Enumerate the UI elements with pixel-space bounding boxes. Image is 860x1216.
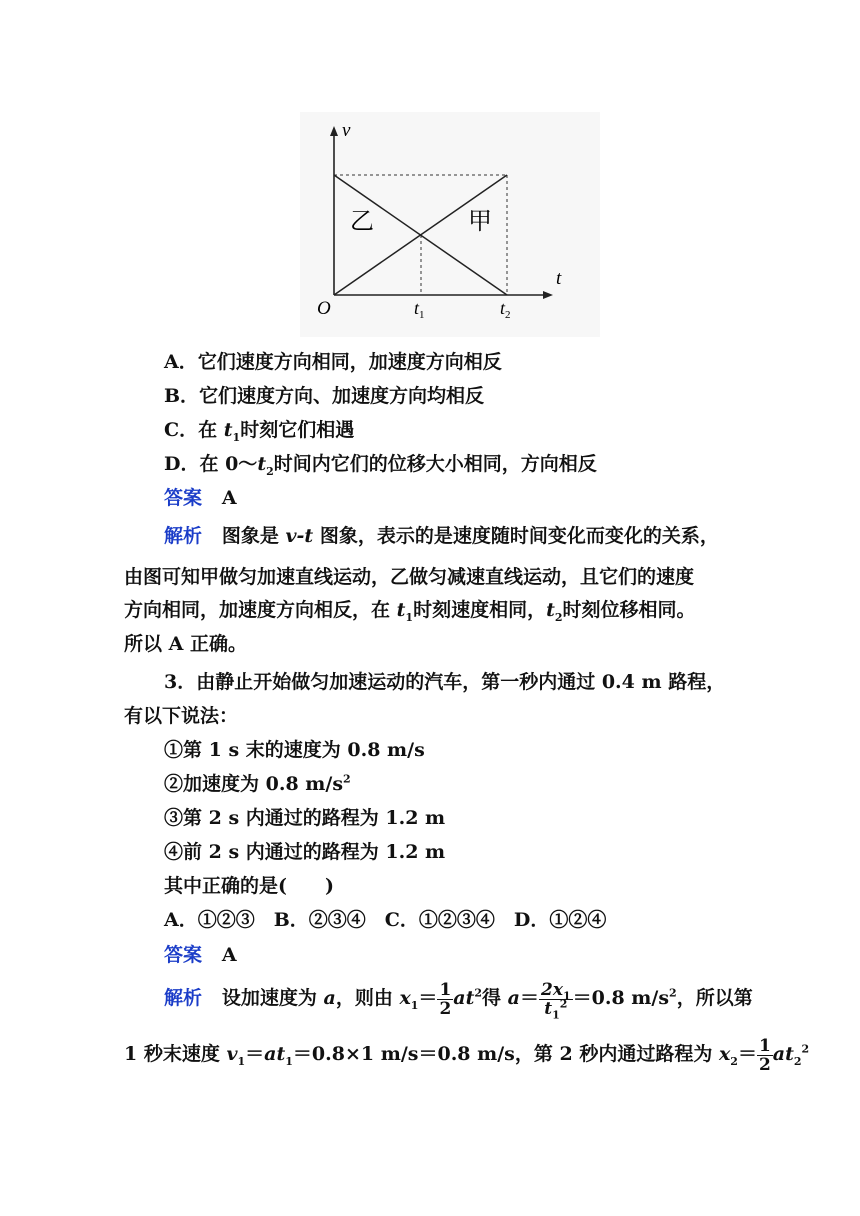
q3-stem-line1: 3．由静止开始做匀加速运动的汽车，第一秒内通过 0.4 m 路程， bbox=[164, 671, 726, 693]
q2-option-c-post: 时刻它们相遇 bbox=[240, 419, 355, 441]
q3-expl-label: 解析 bbox=[164, 987, 203, 1009]
q2-option-d-pre: D．在 0～ bbox=[164, 453, 258, 475]
q3-expl-e2-a: 1 秒末速度 bbox=[124, 1043, 227, 1065]
t1-symbol-2: $t_1$ bbox=[396, 599, 414, 624]
q2-expl-line4: 所以 A 正确。 bbox=[124, 633, 247, 655]
q2-expl-l1-post: 图象，表示的是速度随时间变化而变化的关系， bbox=[313, 525, 719, 547]
q3-expl-line1: 解析 设加速度为 a，则由 $x_1=$ $\frac{1}{2}$ $at^2$得 a＝ $\frac{2x_1}{t_1^2}$ ＝0.8 $m/s^2$，所以第 bbox=[164, 979, 753, 1021]
label-yi: 乙 bbox=[350, 209, 374, 235]
symbol-a-2: a bbox=[507, 987, 520, 1009]
q3-expl-e2-b: ＝ bbox=[245, 1043, 265, 1065]
vt-graph bbox=[300, 112, 600, 337]
q3-stem-line2: 有以下说法： bbox=[124, 705, 239, 727]
formula-x1: $x_1$ bbox=[399, 987, 419, 1012]
t1-symbol: $t_1$ bbox=[223, 419, 241, 444]
fraction-one-half-2: $\frac{1}{2}$ bbox=[758, 1035, 771, 1075]
q2-answer bbox=[164, 486, 237, 510]
fraction-2x1-over-t1sq: $\frac{2x_1}{t_1^2}$ bbox=[540, 979, 571, 1021]
figure-background bbox=[300, 112, 600, 337]
t2-symbol-2: $t_2$ bbox=[546, 599, 563, 624]
q2-option-c-pre: C．在 bbox=[164, 419, 224, 441]
q3-statement-2-sup: 2 bbox=[343, 772, 351, 786]
tick-label-t1: $t_1$ bbox=[414, 298, 425, 321]
t2-symbol: $t_2$ bbox=[257, 453, 274, 478]
q2-expl-vt: v-t bbox=[285, 525, 314, 547]
formula-at2-2: at bbox=[772, 1043, 794, 1065]
q3-answer-label: 答案 bbox=[164, 944, 203, 966]
q3-question: 其中正确的是( ) bbox=[164, 875, 334, 897]
q2-option-a: A．它们速度方向相同，加速度方向相反 bbox=[164, 351, 502, 373]
q3-expl-e1-b: ，则由 bbox=[335, 987, 400, 1009]
q2-expl-l3-a: 方向相同，加速度方向相反，在 bbox=[124, 599, 397, 621]
q3-statement-4: ④前 2 s 内通过的路程为 1.2 m bbox=[164, 841, 446, 863]
origin-label: O bbox=[317, 298, 331, 319]
fraction-one-half: $\frac{1}{2}$ bbox=[439, 979, 452, 1019]
q3-answer-value: A bbox=[221, 944, 237, 966]
formula-x2: $x_2$ bbox=[718, 1043, 738, 1068]
q2-option-d-post: 时间内它们的位移大小相同，方向相反 bbox=[273, 453, 597, 475]
q3-statement-2 bbox=[164, 772, 351, 796]
formula-at1: $at_1$ bbox=[264, 1043, 293, 1068]
q2-expl-l3-c: 时刻位移相同。 bbox=[562, 599, 696, 621]
q3-expl-e1-e: ，所以第 bbox=[676, 987, 753, 1009]
q2-expl-l3-b: 时刻速度相同， bbox=[413, 599, 547, 621]
q3-expl-e2-c: ＝0.8×1 m/s＝0.8 m/s，第 2 秒内通过路程为 bbox=[292, 1043, 719, 1065]
q3-expl-e1-d: ＝0.8 m/s bbox=[572, 987, 670, 1009]
symbol-a: a bbox=[323, 987, 336, 1009]
q2-expl-line2: 由图可知甲做匀加速直线运动，乙做匀减速直线运动，且它们的速度 bbox=[124, 566, 695, 588]
label-jia: 甲 bbox=[468, 209, 492, 235]
formula-at2: at bbox=[453, 987, 475, 1009]
q3-expl-e1-a: 设加速度为 bbox=[221, 987, 324, 1009]
q2-option-b: B．它们速度方向、加速度方向均相反 bbox=[164, 385, 485, 407]
q2-answer-value: A bbox=[221, 487, 237, 509]
formula-v1: $v_1$ bbox=[226, 1043, 246, 1068]
q3-statement-1: ①第 1 s 末的速度为 0.8 m/s bbox=[164, 739, 425, 761]
q3-expl-e1-c: 得 bbox=[482, 987, 508, 1009]
q2-expl-label: 解析 bbox=[164, 525, 203, 547]
q3-expl-line2: 1 秒末速度 $v_1=at_1=0.8\times 1$ m/s＝0.8 m/s，第 2 秒内通过路程为 $x_2=$ $\frac{1}{2}$ $at_2^2$ bbox=[124, 1035, 810, 1075]
axis-label-t: t bbox=[556, 268, 562, 289]
q3-options: A．①②③ B．②③④ C．①②③④ D．①②④ bbox=[164, 909, 607, 931]
q2-expl-l1-pre: 图象是 bbox=[221, 525, 286, 547]
q3-statement-3: ③第 2 s 内通过的路程为 1.2 m bbox=[164, 807, 446, 829]
q2-option-c bbox=[164, 418, 354, 442]
q2-answer-label: 答案 bbox=[164, 487, 203, 509]
q3-answer bbox=[164, 943, 237, 967]
q2-expl-line3 bbox=[124, 598, 696, 622]
q2-option-d bbox=[164, 452, 597, 476]
tick-label-t2: $t_2$ bbox=[500, 298, 511, 321]
q2-expl-line1 bbox=[164, 524, 719, 548]
q3-statement-2-text: ②加速度为 0.8 m/s bbox=[164, 773, 344, 795]
axis-label-v: v bbox=[342, 120, 351, 141]
